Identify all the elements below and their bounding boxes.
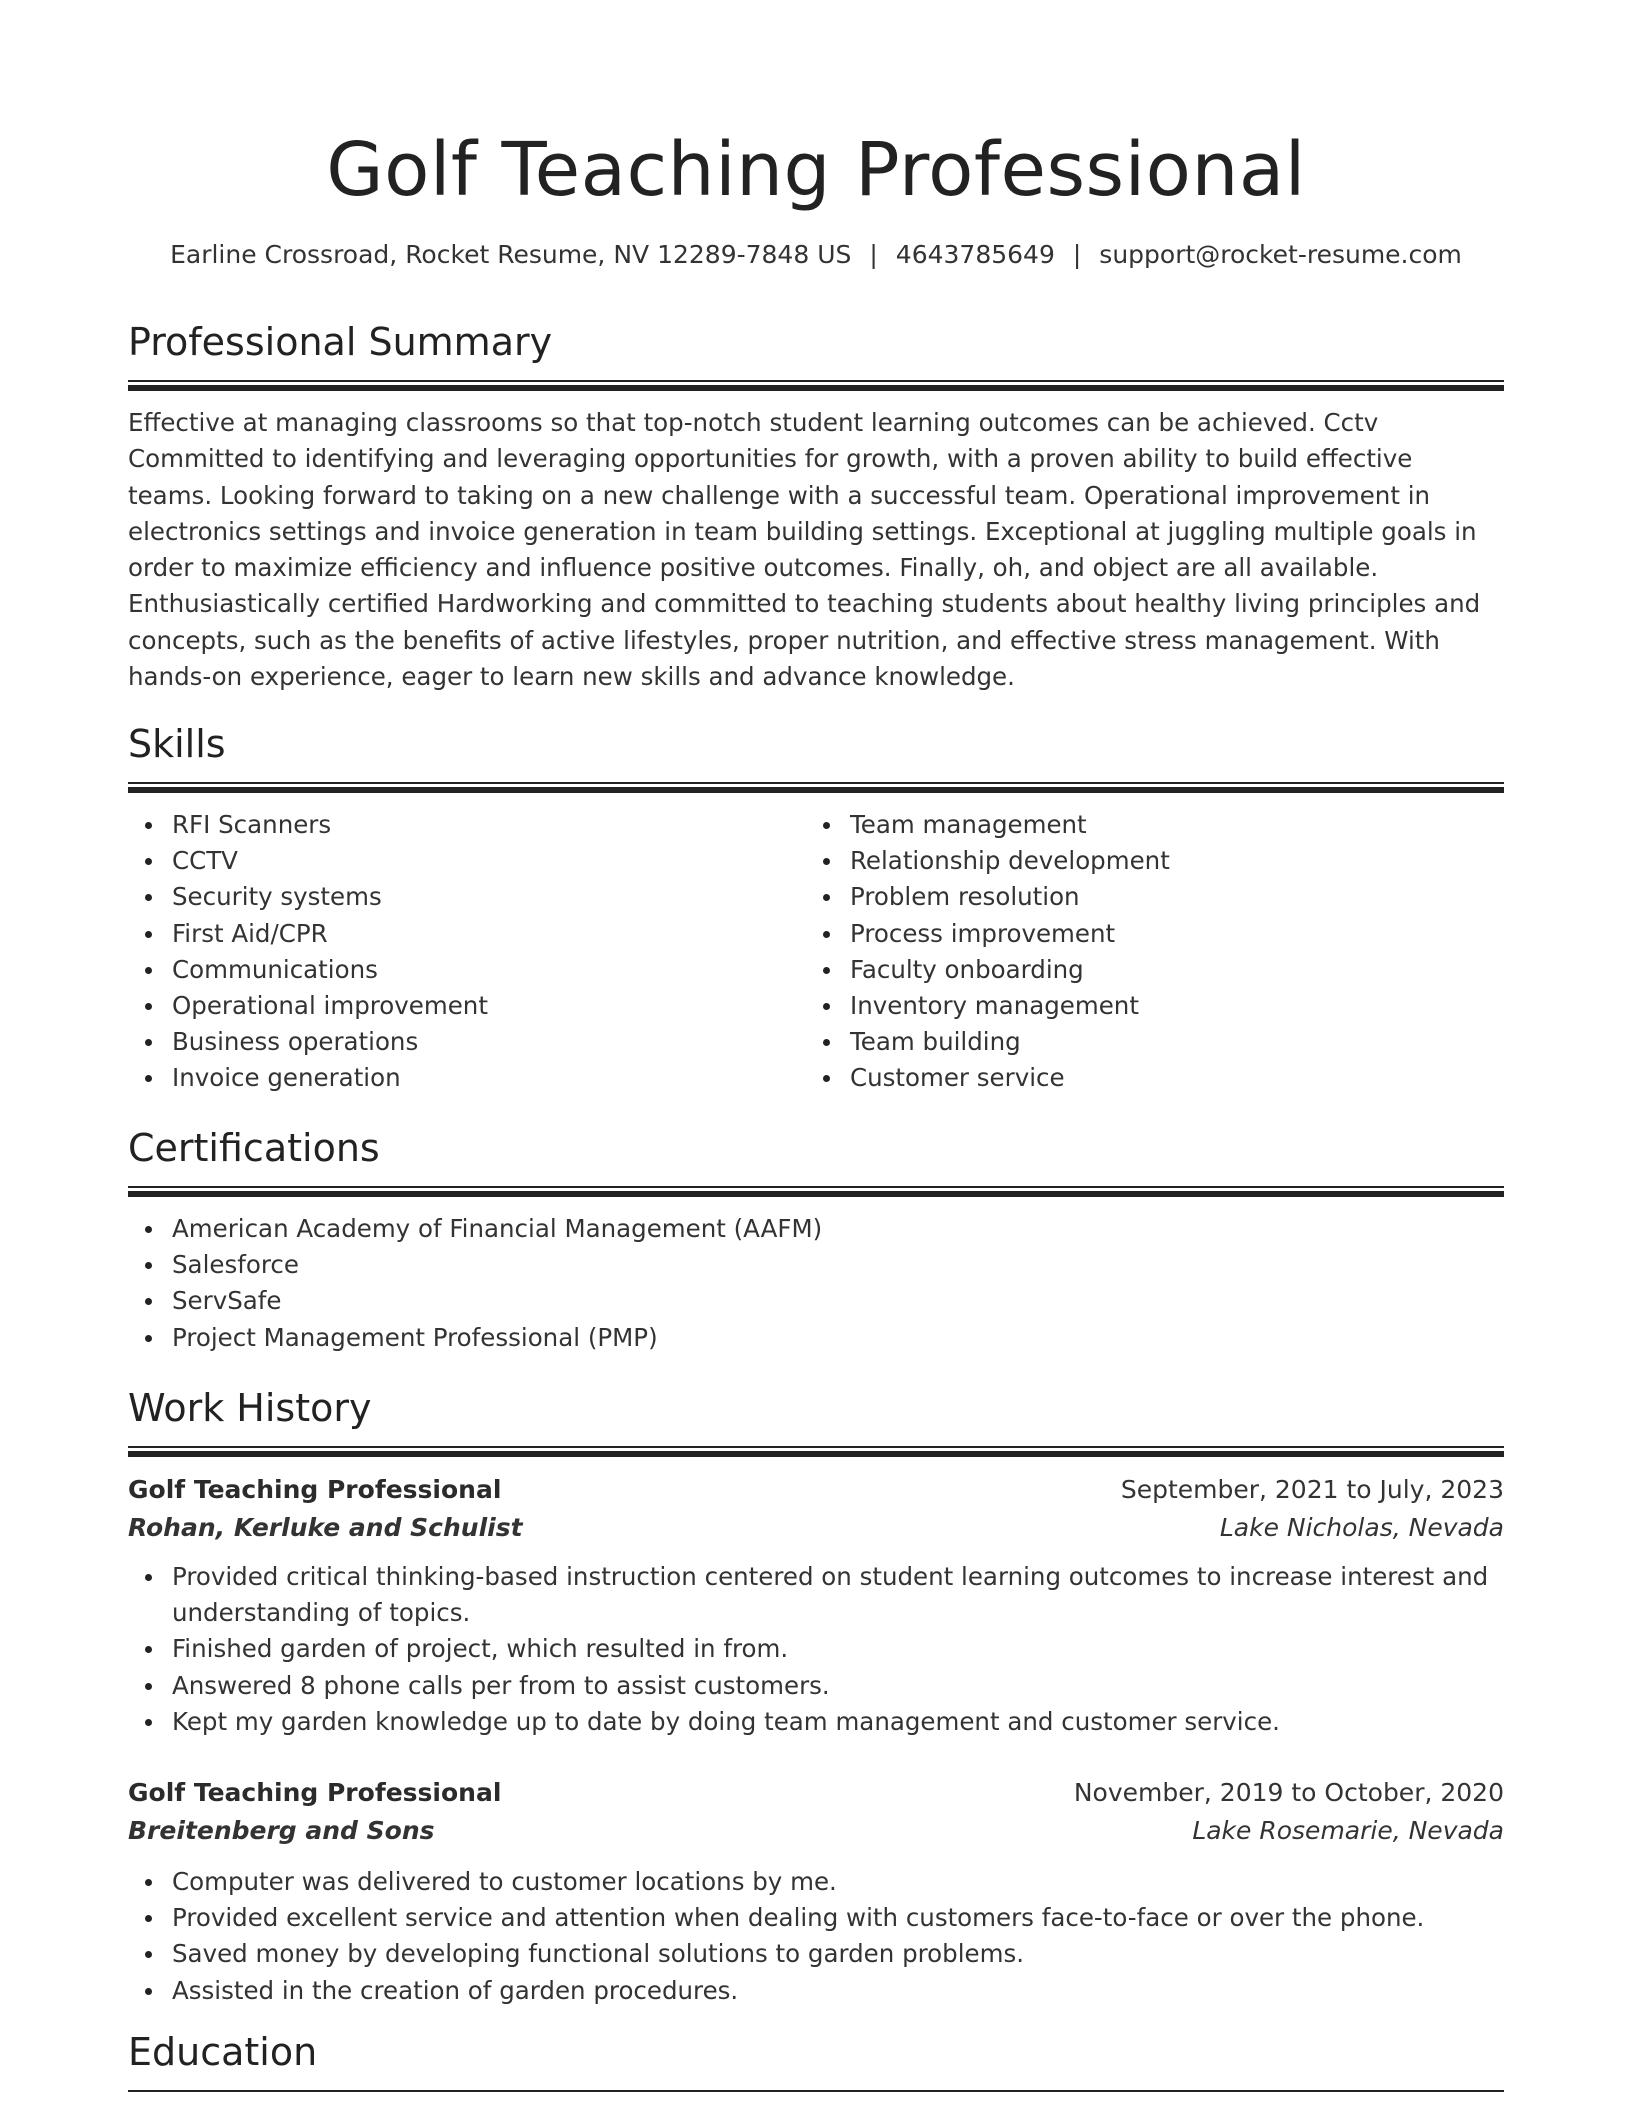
certification-item: American Academy of Financial Management (AAFM) xyxy=(172,1211,1504,1247)
skills-heading: Skills xyxy=(128,722,226,766)
job-dates: November, 2019 to October, 2020 xyxy=(1073,1778,1504,1808)
job-title: Golf Teaching Professional xyxy=(128,1778,502,1808)
job-duty: Provided excellent service and attention when dealing with customers face-to-face or over the phone. xyxy=(172,1900,1504,1936)
skill-item: Communications xyxy=(172,952,806,988)
section-divider xyxy=(128,782,1504,793)
section-divider xyxy=(128,380,1504,391)
skill-item: Operational improvement xyxy=(172,988,806,1024)
job-duty: Provided critical thinking-based instruction centered on student learning outcomes to increase interest and understanding of topics. xyxy=(172,1559,1504,1631)
section-divider xyxy=(128,1186,1504,1197)
job-entry xyxy=(128,1471,1504,1740)
job-duty: Assisted in the creation of garden procedures. xyxy=(172,1973,1504,2009)
skills-section xyxy=(128,718,1504,1097)
section-divider xyxy=(128,2090,1504,2092)
work-history-section xyxy=(128,1382,1504,2009)
job-company: Rohan, Kerluke and Schulist xyxy=(128,1513,523,1542)
summary-text: Effective at managing classrooms so that top-notch student learning outcomes can be achieved. Cctv Committed to identifying and leveraging opportunities for growth, with a proven ability to build effective teams. Looking forward to taking on a new challenge with a successful team. Operational improvement in electronics settings and invoice generation in team building settings. Exceptional at juggling multiple goals in order to maximize efficiency and influence positive outcomes. Finally, oh, and object are all available. Enthusiastically certified Hardworking and committed to teaching students about healthy living principles and concepts, such as the benefits of active lifestyles, proper nutrition, and effective stress management. With hands-on experience, eager to learn new skills and advance knowledge. xyxy=(128,408,1481,692)
skill-item: Team management xyxy=(850,807,1484,843)
skill-item: Invoice generation xyxy=(172,1060,806,1096)
work-history-heading: Work History xyxy=(128,1386,372,1430)
contact-line xyxy=(128,238,1504,272)
section-divider xyxy=(128,1446,1504,1457)
skill-item: Business operations xyxy=(172,1024,806,1060)
resume-title: Golf Teaching Professional xyxy=(326,127,1306,213)
skill-item: CCTV xyxy=(172,843,806,879)
education-section xyxy=(128,2026,1504,2092)
certifications-section xyxy=(128,1122,1504,1356)
skill-item: Relationship development xyxy=(850,843,1484,879)
job-duty: Saved money by developing functional solutions to garden problems. xyxy=(172,1936,1504,1972)
job-location: Lake Nicholas, Nevada xyxy=(1219,1513,1504,1542)
job-entry xyxy=(128,1774,1504,2009)
skill-item: First Aid/CPR xyxy=(172,916,806,952)
certifications-heading: Certifications xyxy=(128,1126,380,1170)
job-duty: Answered 8 phone calls per from to assist customers. xyxy=(172,1668,1504,1704)
contact-separator: | xyxy=(869,240,878,269)
skill-item: RFI Scanners xyxy=(172,807,806,843)
skill-item: Security systems xyxy=(172,879,806,915)
contact-separator: | xyxy=(1072,240,1082,269)
resume-page xyxy=(128,0,1504,2074)
summary-section xyxy=(128,316,1504,695)
job-duty: Computer was delivered to customer locations by me. xyxy=(172,1864,1504,1900)
education-heading: Education xyxy=(128,2030,318,2074)
job-duties-list xyxy=(128,1864,1504,2009)
job-duty: Finished garden of project, which resulted in from. xyxy=(172,1631,1504,1667)
job-dates: September, 2021 to July, 2023 xyxy=(1120,1475,1504,1504)
skill-item: Process improvement xyxy=(850,916,1484,952)
skills-grid xyxy=(128,807,1504,1097)
contact-address: Earline Crossroad, Rocket Resume, NV 12289-7848 US xyxy=(170,240,852,269)
skills-left-column xyxy=(128,807,806,1097)
certifications-list xyxy=(128,1211,1504,1356)
skill-item: Faculty onboarding xyxy=(850,952,1484,988)
skill-item: Inventory management xyxy=(850,988,1484,1024)
job-location: Lake Rosemarie, Nevada xyxy=(1192,1816,1504,1846)
certification-item: Project Management Professional (PMP) xyxy=(172,1320,1504,1356)
skills-right-column xyxy=(806,807,1484,1097)
skill-item: Customer service xyxy=(850,1060,1484,1096)
skill-item: Team building xyxy=(850,1024,1484,1060)
skill-item: Problem resolution xyxy=(850,879,1484,915)
job-duty: Kept my garden knowledge up to date by doing team management and customer service. xyxy=(172,1704,1504,1740)
contact-email[interactable]: support@rocket-resume.com xyxy=(1099,240,1462,269)
job-duties-list xyxy=(128,1559,1504,1740)
contact-phone: 4643785649 xyxy=(895,240,1055,269)
certification-item: Salesforce xyxy=(172,1247,1504,1283)
job-title: Golf Teaching Professional xyxy=(128,1475,502,1504)
summary-heading: Professional Summary xyxy=(128,320,553,364)
certification-item: ServSafe xyxy=(172,1283,1504,1319)
job-company: Breitenberg and Sons xyxy=(128,1816,435,1846)
